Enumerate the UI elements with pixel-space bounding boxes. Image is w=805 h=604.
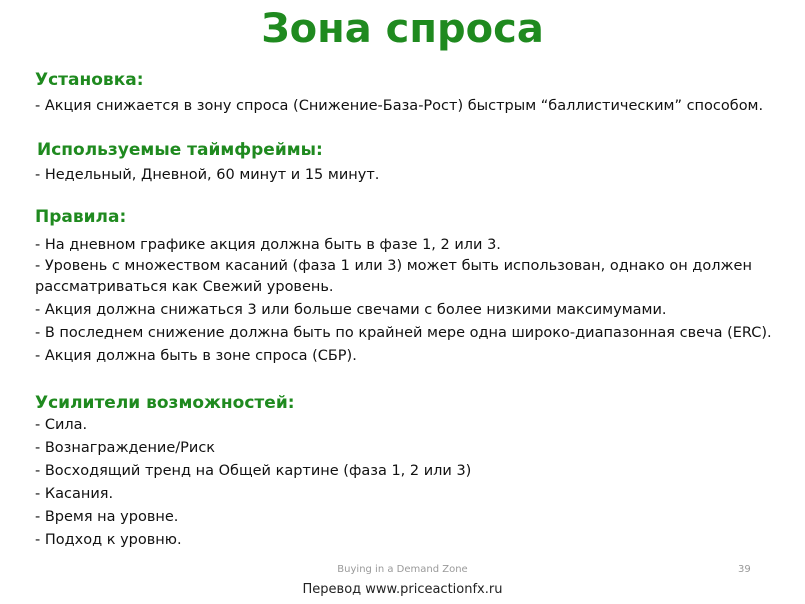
rules-line-4: - Акция должна снижаться 3 или больше свечами с более низкими максимумами.	[35, 302, 667, 318]
enhancers-line-3: - Восходящий тренд на Общей картине (фаза 1, 2 или 3)	[35, 463, 472, 479]
setup-heading: Установка:	[35, 70, 144, 90]
rules-heading: Правила:	[35, 207, 127, 227]
enhancers-heading: Усилители возможностей:	[35, 393, 295, 413]
enhancers-line-1: - Сила.	[35, 417, 88, 433]
rules-line-1: - На дневном графике акция должна быть в фазе 1, 2 или 3.	[35, 237, 501, 253]
rules-line-5: - В последнем снижение должна быть по крайней мере одна широко-диапазонная свеча (ERC).	[35, 325, 772, 341]
rules-line-2: - Уровень с множеством касаний (фаза 1 или 3) может быть использован, однако он должен	[35, 258, 752, 274]
footer-source: Buying in a Demand Zone	[337, 564, 468, 575]
enhancers-line-5: - Время на уровне.	[35, 509, 179, 525]
timeframes-line-1: - Недельный, Дневной, 60 минут и 15 минут.	[35, 167, 380, 183]
enhancers-line-6: - Подход к уровню.	[35, 532, 182, 548]
footer-translation: Перевод www.priceactionfx.ru	[302, 582, 503, 597]
timeframes-heading: Используемые таймфреймы:	[37, 140, 323, 160]
footer-page-number: 39	[738, 564, 751, 575]
rules-line-6: - Акция должна быть в зоне спроса (СБР).	[35, 348, 357, 364]
enhancers-line-4: - Касания.	[35, 486, 114, 502]
slide-title: Зона спроса	[261, 6, 544, 52]
setup-line-1: - Акция снижается в зону спроса (Снижение-База-Рост) быстрым “баллистическим” способом.	[35, 98, 764, 114]
enhancers-line-2: - Вознаграждение/Риск	[35, 440, 216, 456]
rules-line-3: рассматриваться как Свежий уровень.	[35, 279, 334, 295]
